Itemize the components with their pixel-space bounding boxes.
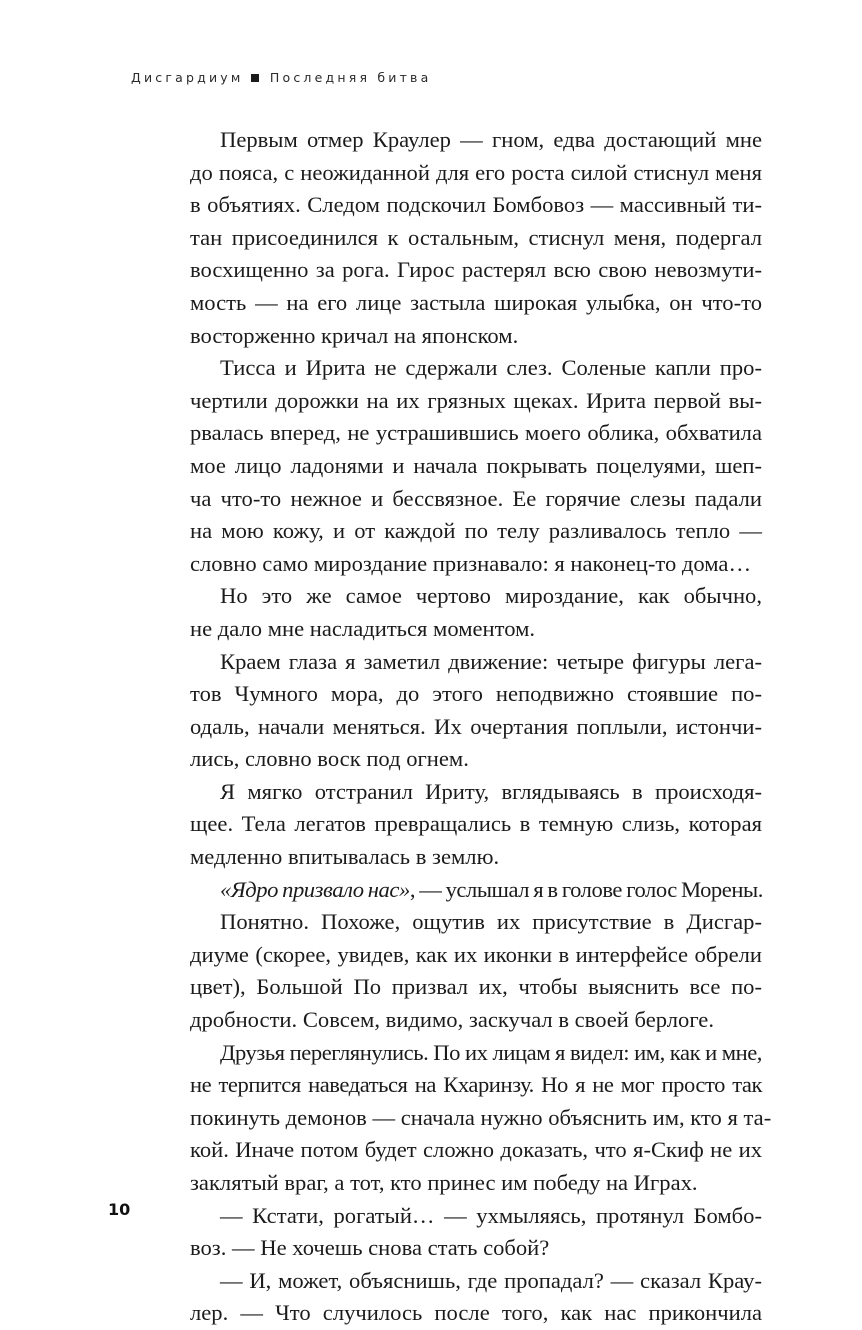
text-line: тов Чумного мора, до этого неподвижно стоявшие по- (190, 681, 762, 707)
separator-square-icon (251, 74, 259, 82)
text-line: мость — на его лице застыла широкая улыбка, он что-то (190, 289, 762, 315)
text-line: ча что-то нежное и бессвязное. Ее горячие слезы падали (190, 485, 762, 511)
text-line: — Кстати, рогатый… — ухмыляясь, протянул Бомбо- (220, 1202, 762, 1228)
text-line: Понятно. Похоже, ощутив их присутствие в Дисгар- (220, 909, 762, 935)
running-head (131, 70, 431, 85)
text-line: лер. — Что случилось после того, как нас прикончила (190, 1300, 762, 1326)
text-line: восхищенно за рога. Гирос растерял всю свою невозмути- (190, 257, 762, 283)
italic-quote: «Ядро призвало нас» (220, 876, 410, 902)
text-line (190, 874, 762, 907)
text-line: кой. Иначе потом будет сложно доказать, что я-Скиф не их (190, 1137, 762, 1163)
text-line: рвалась вперед, не устрашившись моего облика, обхватила (190, 420, 762, 446)
text-line: тан присоединился к остальным, стиснул меня, подергал (190, 224, 762, 250)
text-line: Друзья переглянулись. По их лицам я видел: им, как и мне, (220, 1039, 762, 1065)
part-title: Последняя битва (269, 70, 432, 85)
text-line: диуме (скорее, увидев, как их иконки в интерфейсе обрели (190, 941, 762, 967)
text-line: Краем глаза я заметил движение: четыре фигуры лега- (220, 648, 762, 674)
text-line: Первым отмер Краулер — гном, едва достающий мне (220, 127, 762, 152)
text-line: дробности. Совсем, видимо, заскучал в своей берлоге. (190, 1007, 714, 1033)
page-number: 10 (108, 1200, 131, 1219)
text-line: не терпится наведаться на Кхаринзу. Но я не мог просто так (190, 1072, 762, 1098)
body-text (190, 124, 772, 1330)
text-line: щее. Тела легатов превращались в темную слизь, которая (190, 811, 762, 837)
text-line: лись, словно воск под огнем. (190, 746, 469, 772)
text-line: Я мягко отстранил Ириту, вглядываясь в происходя- (220, 778, 762, 804)
text-line: на мою кожу, и от каждой по телу разливалось тепло — (190, 518, 762, 544)
quote-attribution: , — услышал я в голове голос Морены. (409, 876, 763, 902)
text-line: мое лицо ладонями и начала покрывать поцелуями, шеп- (190, 452, 762, 478)
text-line: чертили дорожки на их грязных щеках. Ирита первой вы- (190, 387, 762, 413)
text-line: заклятый враг, а тот, кто принес им победу на Играх. (190, 1170, 698, 1195)
text-line: словно само мироздание признавало: я наконец-то дома… (190, 550, 752, 576)
text-line: медленно впитывалась в землю. (190, 844, 500, 870)
text-line: восторженно кричал на японском. (190, 322, 519, 348)
text-line: не дало мне насладиться моментом. (190, 615, 536, 641)
book-title: Дисгардиум (131, 70, 244, 85)
text-line: — И, может, объяснишь, где пропадал? — сказал Крау- (220, 1267, 762, 1293)
text-line: покинуть демонов — сначала нужно объяснить им, кто я та- (190, 1104, 772, 1130)
text-line: Тисса и Ирита не сдержали слез. Соленые капли про- (220, 355, 762, 381)
text-line: воз. — Не хочешь снова стать собой? (190, 1235, 550, 1261)
text-line: одаль, начали меняться. Их очертания поплыли, истончи- (190, 713, 762, 739)
text-line: Но это же самое чертово мироздание, как обычно, (220, 583, 762, 609)
text-line: в объятиях. Следом подскочил Бомбовоз — массивный ти- (190, 192, 762, 218)
text-line: цвет), Большой По призвал их, чтобы выяснить все по- (190, 974, 762, 1000)
text-line: до пояса, с неожиданной для его роста силой стиснул меня (190, 159, 762, 185)
